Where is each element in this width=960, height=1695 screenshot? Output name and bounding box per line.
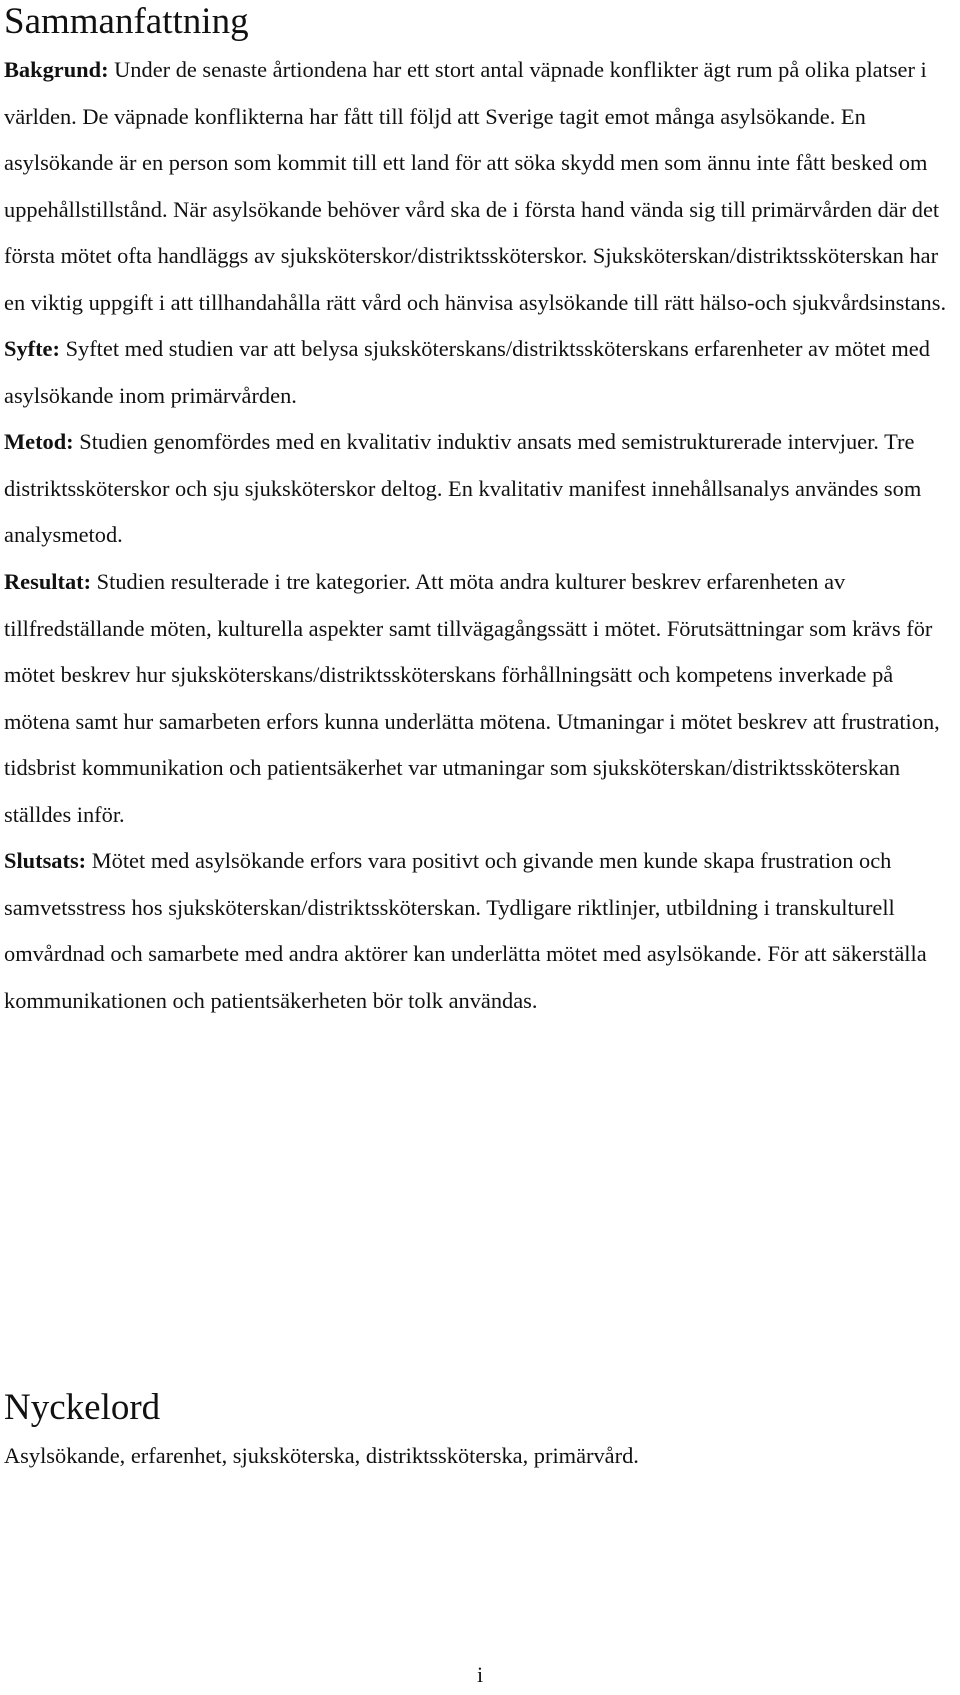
abstract-body bbox=[4, 47, 948, 1024]
background-text: Under de senaste årtiondena har ett stort antal väpnade konflikter ägt rum på olika platser i världen. De väpnade konflikterna har fått till följd att Sverige tagit emot många asylsökande. En asylsökande är en person som kommit till ett land för att söka skydd men som ännu inte fått besked om uppehållstillstånd. När asylsökande behöver vård ska de i första hand vända sig till primärvården där det första mötet ofta handläggs av sjuksköterskor/distriktssköterskor. Sjuksköterskan/distriktssköterskan har en viktig uppgift i att tillhandahålla rätt vård och hänvisa asylsökande till rätt hälso-och sjukvårdsinstans. bbox=[4, 57, 947, 315]
method-text: Studien genomfördes med en kvalitativ induktiv ansats med semistrukturerade intervjuer. Tre distriktssköterskor och sju sjuksköterskor deltog. En kvalitativ manifest innehållsanalys användes som analysmetod. bbox=[4, 429, 922, 548]
conclusion-text: Mötet med asylsökande erfors vara positivt och givande men kunde skapa frustration och samvetsstress hos sjuksköterskan/distriktssköterskan. Tydligare riktlinjer, utbildning i transkulturell omvårdnad och samarbete med andra aktörer kan underlätta mötet med asylsökande. För att säkerställa kommunikationen och patientsäkerheten bör tolk användas. bbox=[4, 848, 927, 1013]
aim-paragraph bbox=[4, 326, 948, 419]
keywords-heading: Nyckelord bbox=[4, 1387, 161, 1428]
page-number: i bbox=[476, 1662, 484, 1687]
aim-label: Syfte: bbox=[4, 336, 60, 362]
method-paragraph bbox=[4, 419, 948, 559]
results-label: Resultat: bbox=[4, 569, 92, 595]
summary-heading: Sammanfattning bbox=[4, 1, 249, 42]
results-paragraph bbox=[4, 559, 948, 838]
background-paragraph bbox=[4, 47, 948, 326]
conclusion-paragraph bbox=[4, 838, 948, 1024]
conclusion-label: Slutsats: bbox=[4, 848, 87, 874]
results-text: Studien resulterade i tre kategorier. Att möta andra kulturer beskrev erfarenheten av tillfredställande möten, kulturella aspekter samt tillvägagångssätt i mötet. Förutsättningar som krävs för mötet beskrev hur sjuksköterskans/distriktssköterskans förhållningsätt och kompetens inverkade på mötena samt hur samarbeten erfors kunna underlätta mötena. Utmaningar i mötet beskrev att frustration, tidsbrist kommunikation och patientsäkerhet var utmaningar som sjuksköterskan/distriktssköterskan ställdes inför. bbox=[4, 569, 940, 827]
background-label: Bakgrund: bbox=[4, 57, 109, 82]
method-label: Metod: bbox=[4, 429, 74, 455]
keywords-text: Asylsökande, erfarenhet, sjuksköterska, distriktssköterska, primärvård. bbox=[4, 1443, 639, 1468]
aim-text: Syftet med studien var att belysa sjuksköterskans/distriktssköterskans erfarenheter av mötet med asylsökande inom primärvården. bbox=[4, 336, 930, 408]
